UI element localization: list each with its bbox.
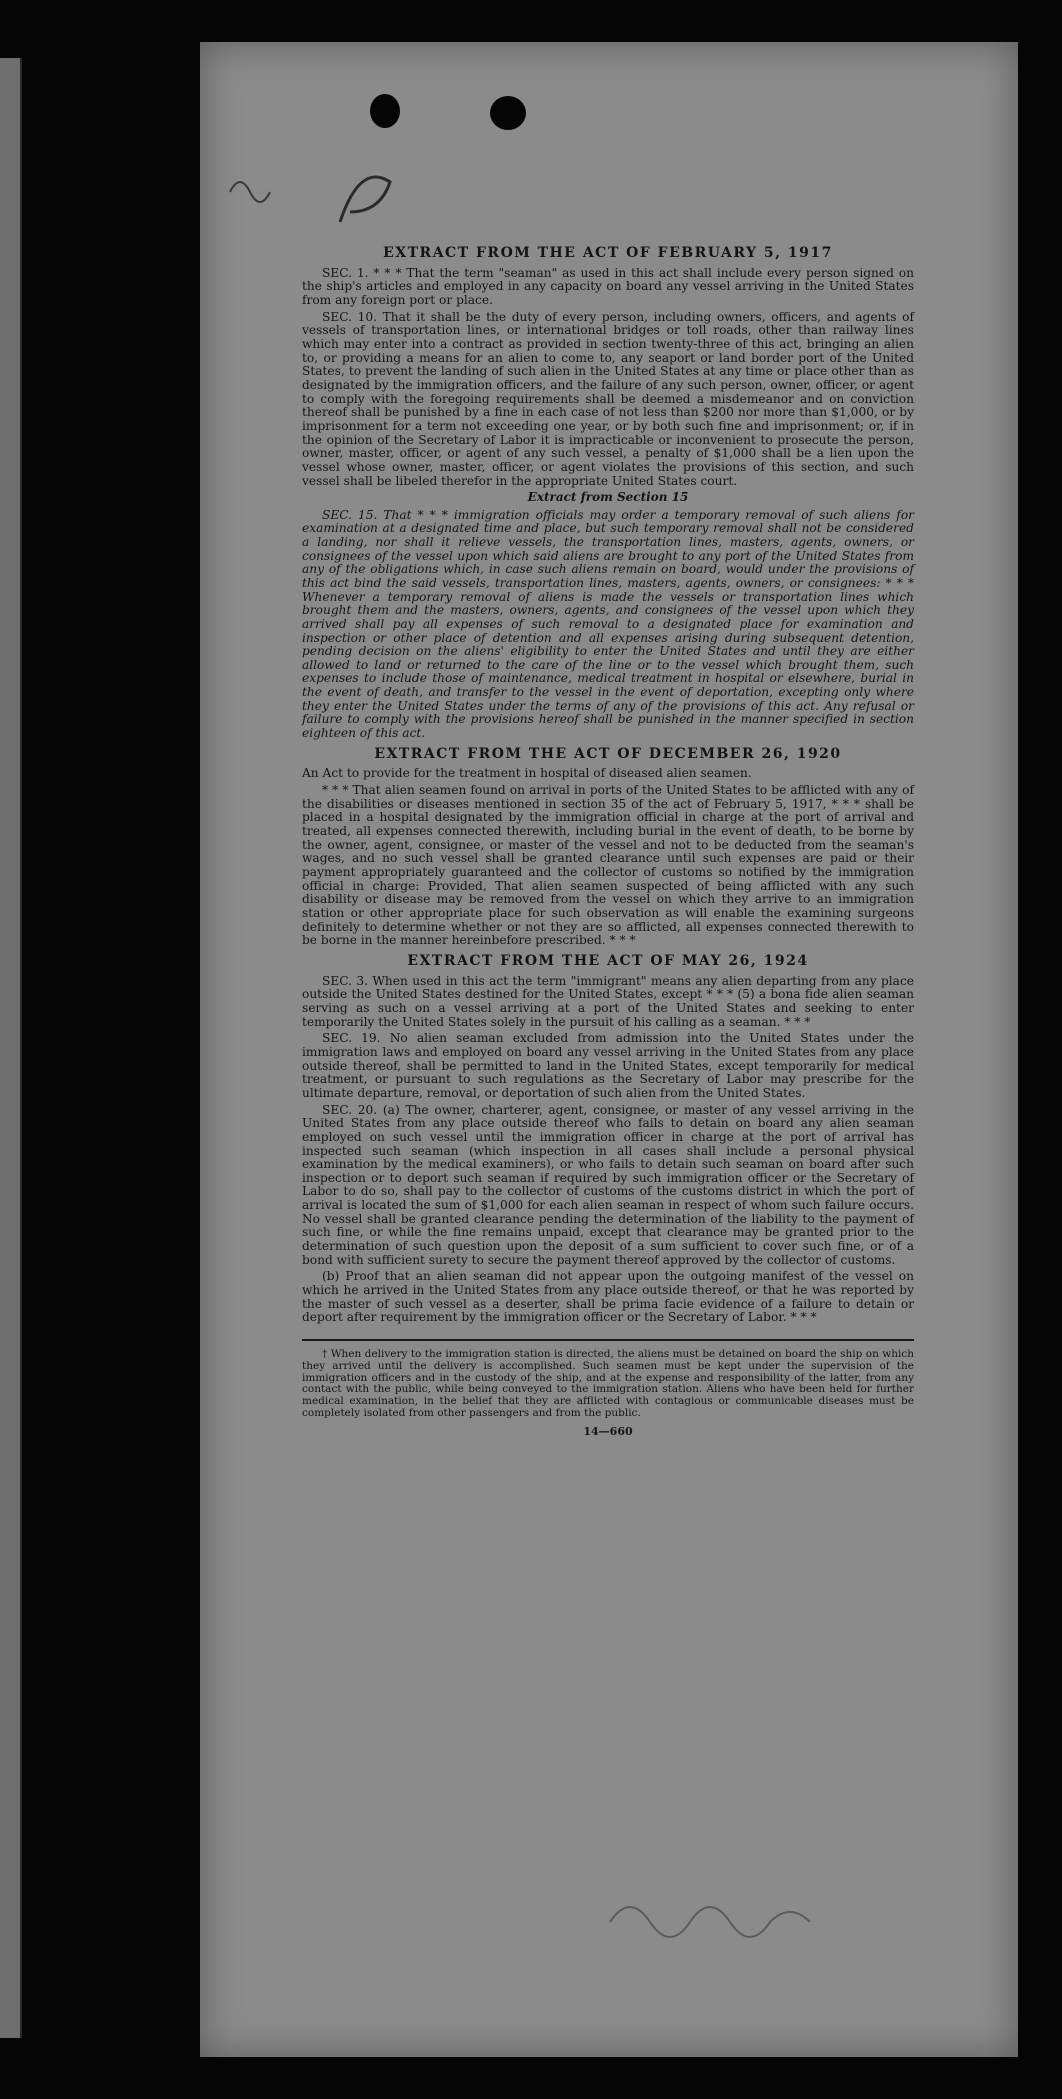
page-number: 14—660: [583, 1424, 633, 1438]
punch-hole-left: [370, 94, 400, 128]
pencil-annotation-bottom: [600, 1882, 860, 1952]
paragraph-sec-10: SEC. 10. That it shall be the duty of every person, including owners, officers, and agents of vessels of transportation lines, or international bridges or toll roads, other than railway lines which may enter into a contract as provided in section twenty-three of this act, bringing an alien to, or providing a means for an alien to come to, any seaport or land border port of the United States, to prevent the landing of such alien in the United States at any time or place other than as designated by the immigration officers, and the failure of any such person, owner, officer, or agent to comply with the foregoing requirements shall be deemed a misdemeanor and on conviction thereof shall be punished by a fine in each case of not less than $200 nor more than $1,000, or by imprisonment for a term not exceeding one year, or by both such fine and imprisonment; or, if in the opinion of the Secretary of Labor it is impracticable or inconvenient to prosecute the person, owner, master, officer, or agent of any such vessel, a penalty of $1,000 shall be a lien upon the vessel whose owner, master, officer, or agent violates the provisions of this section, and such vessel shall be libeled therefor in the appropriate United States court.: [302, 309, 914, 488]
document-page: [200, 42, 1018, 2057]
punch-hole-right: [490, 96, 526, 130]
subheading-section-15: Extract from Section 15: [527, 490, 689, 505]
adjacent-page-strip: [0, 58, 22, 2038]
document-body: [302, 240, 914, 1438]
section-heading-1917: EXTRACT FROM THE ACT OF FEBRUARY 5, 1917: [383, 245, 833, 261]
section-heading-1924: EXTRACT FROM THE ACT OF MAY 26, 1924: [407, 952, 809, 969]
section-heading-1920: EXTRACT FROM THE ACT OF DECEMBER 26, 1920: [374, 745, 842, 762]
paragraph-sec-3: SEC. 3. When used in this act the term "immigrant" means any alien departing from any place outside the United States destined for the United States, except * * * (5) a bona fide alien seaman serving as such on a vessel arriving at a port of the United States and seeking to enter temporarily the United States solely in the pursuit of his calling as a seaman. * * *: [302, 973, 914, 1029]
pencil-annotation-top: [220, 152, 440, 232]
act-title-line: An Act to provide for the treatment in hospital of diseased alien seamen.: [302, 766, 752, 781]
paragraph-sec-20a: SEC. 20. (a) The owner, charterer, agent, consignee, or master of any vessel arriving in the United States from any place outside thereof who fails to detain on board any alien seaman employed on such vessel until the immigration officer in charge at the port of arrival has inspected such seaman (which inspection in all cases shall include a personal physical examination by the medical examiners), or who fails to detain such seaman on board after such inspection or to deport such seaman if required by such immigration officer or the Secretary of Labor to do so, shall pay to the collector of customs of the customs district in which the port of arrival is located the sum of $1,000 for each alien seaman in respect of whom such failure occurs. No vessel shall be granted clearance pending the determination of the liability to the payment of such fine, or while the fine remains unpaid, except that clearance may be granted prior to the determination of such question upon the deposit of a sum sufficient to cover such fine, or of a bond with sufficient surety to secure the payment thereof approved by the collector of customs.: [302, 1102, 914, 1267]
paragraph-sec-1: SEC. 1. * * * That the term "seaman" as used in this act shall include every person signed on the ship's articles and employed in any capacity on board any vessel arriving in the United States from any foreign port or place.: [302, 265, 914, 307]
paragraph-1920-body: * * * That alien seamen found on arrival in ports of the United States to be afflicted with any of the disabilities or diseases mentioned in section 35 of the act of February 5, 1917, * * * shall be placed in a hospital designated by the immigration official in charge at the port of arrival and treated, all expenses connected therewith, including burial in the event of death, to be borne by the owner, agent, consignee, or master of the vessel and not to be deducted from the seaman's wages, and no such vessel shall be granted clearance until such expenses are paid or their payment appropriately guaranteed and the collector of customs so notified by the immigration official in charge: Provided, That alien seamen suspected of being afflicted with any such disability or disease may be removed from the vessel on which they arrive to an immigration station or other appropriate place for such observation as will enable the examining surgeons definitely to determine whether or not they are so afflicted, all expenses connected therewith to be borne in the manner hereinbefore prescribed. * * *: [302, 783, 914, 948]
footnote-divider: [302, 1339, 914, 1341]
paragraph-sec-19: SEC. 19. No alien seaman excluded from admission into the United States under the immigration laws and employed on board any vessel arriving in the United States from any place outside thereof, shall be permitted to land in the United States, except temporarily for medical treatment, or pursuant to such regulations as the Secretary of Labor may prescribe for the ultimate departure, removal, or deportation of such alien from the United States.: [302, 1031, 914, 1100]
footnote: † When delivery to the immigration station is directed, the aliens must be detained on board the ship on which they arrived until the delivery is accomplished. Such seamen must be kept under the supervision of the immigration officers and in the custody of the ship, and at the expense and responsibility of the latter, from any contact with the public, while being conveyed to the immigration station. Aliens who have been held for further medical examination, in the belief that they are afflicted with contagious or communicable diseases must be completely isolated from other passengers and from the public.: [302, 1348, 914, 1419]
paragraph-sec-20b: (b) Proof that an alien seaman did not appear upon the outgoing manifest of the vessel on which he arrived in the United States from any place outside thereof, or that he was reported by the master of such vessel as a deserter, shall be prima facie evidence of a failure to detain or deport after requirement by the immigration officer or the Secretary of Labor. * * *: [302, 1269, 914, 1325]
paragraph-sec-15: SEC. 15. That * * * immigration officials may order a temporary removal of such aliens for examination at a designated time and place, but such temporary removal shall not be considered a landing, nor shall it relieve vessels, the transportation lines, masters, agents, owners, or consignees of the vessel upon which said aliens are brought to any port of the United States from any of the obligations which, in case such aliens remain on board, would under the provisions of this act bind the said vessels, transportation lines, masters, agents, owners, or consignees: * * * Whenever a temporary removal of aliens is made the vessels or transportation lines which brought them and the masters, owners, agents, and consignees of the vessel upon which they arrived shall pay all expenses of such removal to a designated place for examination and inspection or other place of detention and all expenses arising during subsequent detention, pending decision on the aliens' eligibility to enter the United States and until they are either allowed to land or returned to the care of the line or to the vessel which brought them, such expenses to include those of maintenance, medical treatment in hospital or elsewhere, burial in the event of death, and transfer to the vessel in the event of deportation, excepting only where they enter the United States under the terms of any of the provisions of this act. Any refusal or failure to comply with the provisions hereof shall be punished in the manner specified in section eighteen of this act.: [302, 507, 914, 741]
